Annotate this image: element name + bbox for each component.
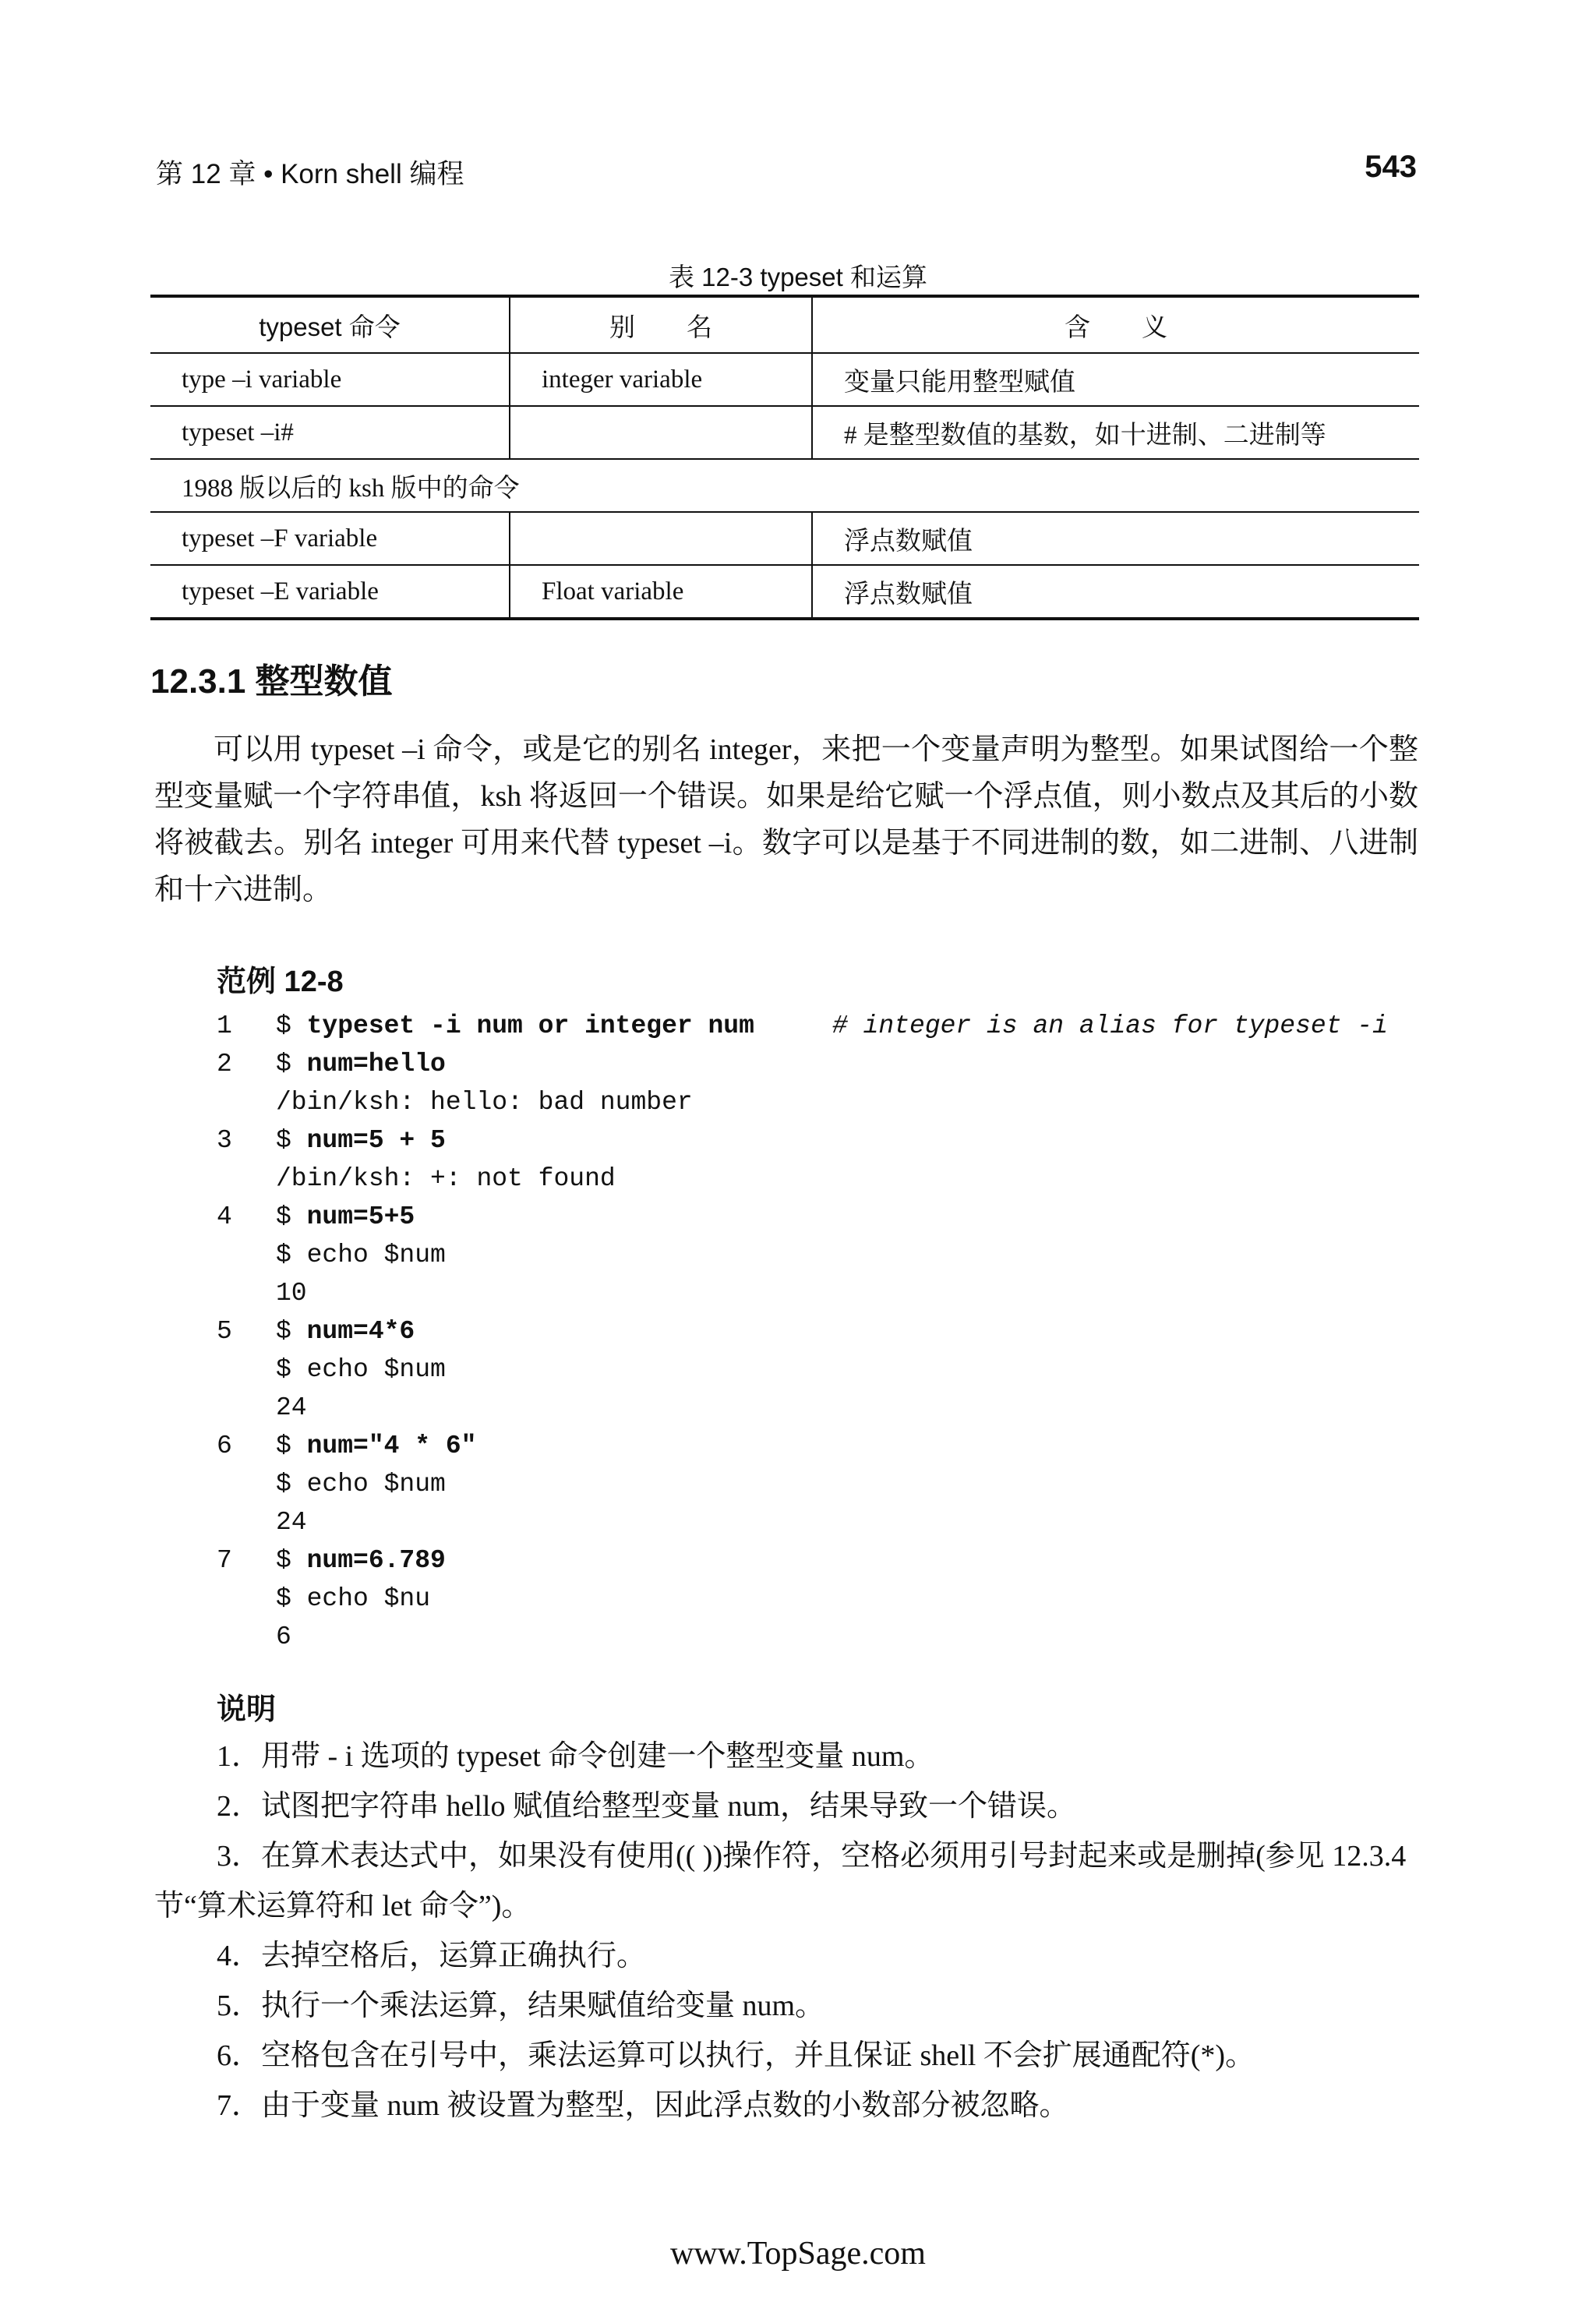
code-text (276, 1312, 415, 1350)
table-row (150, 565, 1419, 619)
note-item: 5．执行一个乘法运算，结果赋值给变量 num。 (217, 1989, 825, 2022)
code-line (217, 1465, 1464, 1503)
notes-list (154, 1732, 1418, 2131)
code-line (217, 1618, 1464, 1656)
table-cell: integer variable (510, 353, 812, 406)
table-cell: type –i variable (150, 353, 510, 406)
prompt: $ (276, 1202, 307, 1231)
code-text (276, 1427, 476, 1465)
table-cell: typeset –F variable (150, 512, 510, 565)
body-paragraph: 可以用 typeset –i 命令，或是它的别名 integer，来把一个变量声明为整型。如果试图给一个整型变量赋一个字符串值，ksh 将返回一个错误。如果是给它赋一个浮点值，则小数点及其后的小数将被截去。别名 integer 可用来代替 typeset –i。数字可以是基于不同进制的数，如二进制、八进制和十六进制。 (154, 733, 1418, 906)
code-text: 24 (276, 1508, 307, 1537)
prompt: $ (276, 1546, 307, 1575)
code-line (217, 1274, 1464, 1312)
code-line (217, 1541, 1464, 1580)
table-cell: 变量只能用整型赋值 (812, 353, 1419, 406)
table-row (150, 406, 1419, 459)
code-comment: # integer is an alias for typeset -i (832, 1011, 1388, 1040)
code-line (217, 1198, 1464, 1236)
code-line (217, 1580, 1464, 1618)
code-line (217, 1045, 1464, 1083)
note-item: 6．空格包含在引号中，乘法运算可以执行，并且保证 shell 不会扩展通配符(*)。 (217, 2039, 1255, 2072)
line-number: 3 (217, 1126, 232, 1155)
example-title: 范例 12-8 (217, 966, 344, 998)
note-item: 2．试图把字符串 hello 赋值给整型变量 num，结果导致一个错误。 (217, 1790, 1077, 1823)
prompt: $ (276, 1050, 307, 1079)
code-text: $ echo $nu (276, 1584, 431, 1613)
code-line (217, 1160, 1464, 1198)
code-text (276, 1198, 415, 1236)
code-line (217, 1236, 1464, 1274)
prompt: $ (276, 1011, 307, 1040)
table-cell: 浮点数赋值 (812, 565, 1419, 619)
section-heading: 12.3.1 整型数值 (150, 662, 393, 701)
code-text (276, 1541, 446, 1580)
typeset-table (150, 295, 1419, 620)
code-line (217, 1427, 1464, 1465)
command: num="4 * 6" (306, 1432, 477, 1460)
code-text: /bin/ksh: +: not found (276, 1164, 616, 1193)
table-header-row (150, 296, 1419, 353)
table-cell: Float variable (510, 565, 812, 619)
code-text: 6 (276, 1622, 291, 1651)
line-number: 2 (217, 1050, 232, 1079)
command: num=hello (306, 1050, 446, 1079)
code-line (217, 1312, 1464, 1350)
note-item: 7．由于变量 num 被设置为整型，因此浮点数的小数部分被忽略。 (217, 2089, 1069, 2122)
page-number: 543 (1365, 150, 1417, 184)
table-row (150, 512, 1419, 565)
table-cell: # 是整型数值的基数，如十进制、二进制等 (812, 406, 1419, 459)
code-text (276, 1121, 446, 1160)
command: num=5+5 (306, 1202, 415, 1231)
code-listing (217, 1007, 1464, 1656)
table-cell (510, 512, 812, 565)
code-line (217, 1350, 1464, 1389)
table-header-cell: 别 名 (510, 296, 812, 353)
table-row (150, 353, 1419, 406)
code-text (276, 1045, 446, 1083)
table-cell: typeset –E variable (150, 565, 510, 619)
table-cell: typeset –i# (150, 406, 510, 459)
line-number: 5 (217, 1317, 232, 1346)
line-number: 6 (217, 1432, 232, 1460)
prompt: $ (276, 1432, 307, 1460)
note-item: 3．在算术表达式中，如果没有使用(( ))操作符，空格必须用引号封起来或是删掉(参见 12.3.4 节“算术运算符和 let 命令”)。 (154, 1840, 1407, 1922)
table-header-cell: 含 义 (812, 296, 1419, 353)
code-line (217, 1083, 1464, 1121)
table-cell (510, 406, 812, 459)
footer-url: www.TopSage.com (670, 2236, 926, 2272)
line-number: 7 (217, 1546, 232, 1575)
table-span-cell: 1988 版以后的 ksh 版中的命令 (150, 459, 1419, 512)
table-header-cell: typeset 命令 (150, 296, 510, 353)
code-text: $ echo $num (276, 1470, 446, 1499)
note-item: 4．去掉空格后，运算正确执行。 (217, 1940, 647, 1972)
line-number: 4 (217, 1202, 232, 1231)
code-text: 10 (276, 1279, 307, 1308)
command: num=6.789 (306, 1546, 446, 1575)
notes-heading: 说明 (217, 1693, 277, 1726)
code-line (217, 1503, 1464, 1541)
code-line (217, 1121, 1464, 1160)
code-text: $ echo $num (276, 1241, 446, 1269)
command: typeset -i num or integer num (306, 1011, 754, 1040)
code-text: $ echo $num (276, 1355, 446, 1384)
prompt: $ (276, 1317, 307, 1346)
running-header: 第 12 章 • Korn shell 编程 (156, 159, 464, 189)
prompt: $ (276, 1126, 307, 1155)
code-text: 24 (276, 1393, 307, 1422)
code-text (276, 1007, 754, 1045)
line-number: 1 (217, 1011, 232, 1040)
note-item: 1．用带 - i 选项的 typeset 命令创建一个整型变量 num。 (217, 1740, 934, 1773)
command: num=4*6 (306, 1317, 415, 1346)
code-text: /bin/ksh: hello: bad number (276, 1088, 693, 1117)
command: num=5 + 5 (306, 1126, 446, 1155)
code-line (217, 1007, 1464, 1045)
table-caption: 表 12-3 typeset 和运算 (669, 263, 927, 291)
table-cell: 浮点数赋值 (812, 512, 1419, 565)
table-span-row (150, 459, 1419, 512)
code-line (217, 1389, 1464, 1427)
